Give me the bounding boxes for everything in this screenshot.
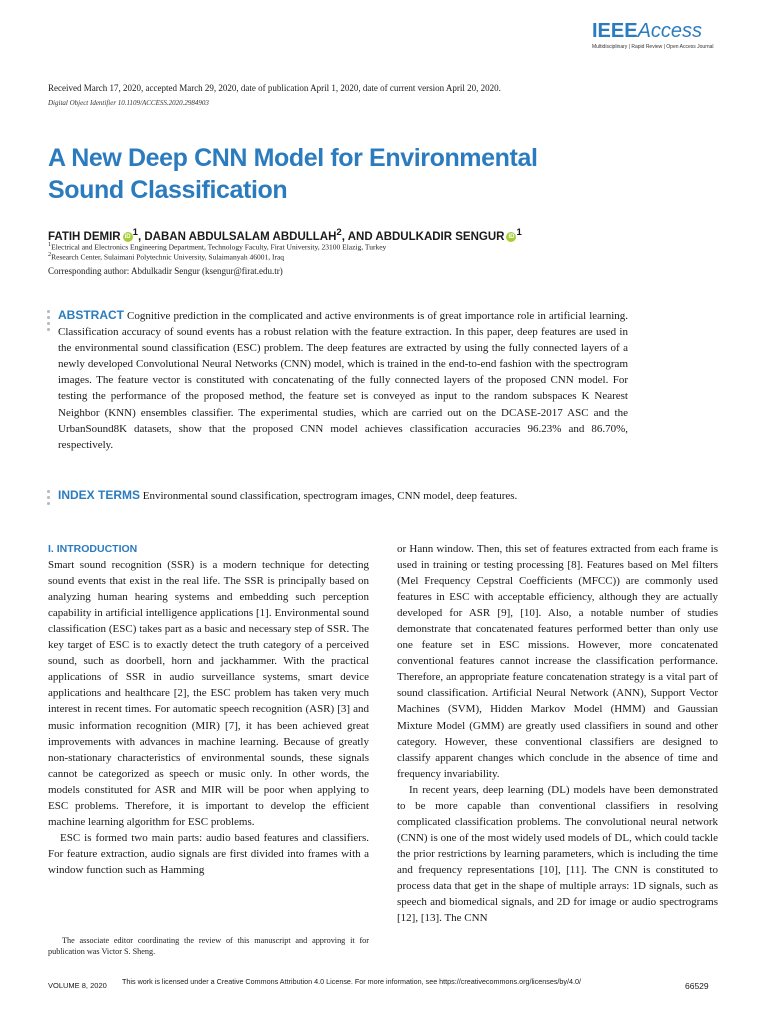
index-terms-text: Environmental sound classification, spectrogram images, CNN model, deep features. (142, 490, 518, 502)
license-notice: This work is licensed under a Creative Commons Attribution 4.0 License. For more information, see https://creativecommons.org/licenses/by/4.0/ (122, 977, 582, 986)
affiliation: $^2$Research Center, Sulaimani Polytechnic University, Sulaimanyah 46001, Iraq (48, 251, 285, 262)
affiliation-marker: 1 (132, 227, 138, 238)
affiliation-marker: 1 (516, 227, 522, 238)
abstract-text: Cognitive prediction in the complicated and active environments is of great importance role in artificial learning. Classification accuracy of sound events has a robust relation with the feature extraction. In this paper, deep features are used in the environmental sound classification (ESC) problem. The deep features are extracted by using the fully connected layers of a newly developed Convolutional Neural Networks (CNN) model, which is trained in the end-to-end fashion with the spectrogram images. The feature vector is constituted with concatenating of the fully connected layers of the proposed CNN model. For testing the performance of the proposed method, the feature set is conveyed as input to the random subspaces K Nearest Neighbor (KNN) ensembles classifier. The experimental studies, which are carried out on the DCASE-2017 ASC and the UrbanSound8K datasets, show that the proposed CNN model achieves classification accuracies 96.23% and 86.70%, respectively. (58, 310, 629, 451)
page-number: 66529 (685, 981, 709, 991)
orcid-icon[interactable]: iD (124, 233, 131, 240)
affiliation: $^1$Electrical and Electronics Engineering Department, Technology Faculty, Firat University, 23100 Elazig, Turkey (48, 241, 387, 252)
abstract-dots-icon (47, 310, 50, 334)
abstract (58, 307, 628, 453)
journal-logo-text: IEEEAccess (592, 20, 703, 42)
body-column-right (397, 541, 718, 926)
paragraph: In recent years, deep learning (DL) models have been demonstrated to be more capable than conventional classifiers in resolving complicated classification problems. The convolutional neural network (CNN) is one of the most widely used models of DL, which could tackle the prior restrictions by learning parameters, which is including the time and frequency representations [10], [11]. The CNN is constituted to process data that get in the shape of multiple arrays: 1D signals, such as speech and biomedical signals, and 2D for image or audio spectrograms [12], [13]. The CNN (397, 783, 718, 925)
paragraph: ESC is formed two main parts: audio based features and classifiers. For feature extraction, audio signals are first divided into frames with a window function such as Hamming (48, 831, 369, 876)
abstract-label: ABSTRACT (58, 308, 124, 322)
section-heading: I. INTRODUCTION (48, 543, 138, 555)
author-name: FATIH DEMIR (48, 230, 121, 243)
paper-title: A New Deep CNN Model for Environmental Sound Classification (48, 144, 538, 204)
volume-number: VOLUME 8, 2020 (48, 981, 107, 990)
body-column-left (48, 541, 369, 878)
journal-logo (592, 20, 732, 50)
author-name: , DABAN ABDULSALAM ABDULLAH (137, 230, 337, 243)
doi: Digital Object Identifier 10.1109/ACCESS.2020.2984903 (48, 99, 209, 107)
index-terms (58, 487, 638, 504)
footnote: The associate editor coordinating the review of this manuscript and approving it for publication was Victor S. Sheng. (48, 936, 369, 956)
author-name: , AND ABDULKADIR SENGUR (341, 230, 505, 243)
paragraph: or Hann window. Then, this set of features extracted from each frame is used in training or testing processing [8]. Features based on Mel filters (Mel Frequency Cepstral Coefficients (MFCC)) are commonly used features in ESC with acceptable efficiency, although they are actually developed for ASR [9], [10]. Also, a notable number of studies demonstrate that concatenated features performed better than only use one feature set in ESC missions. However, more concatenated conventional features cannot increase the classification performance. Therefore, an appropriate feature concatenation strategy is a vital part of sound classification. Artificial Neural Network (ANN), Support Vector Machines (SVM), Hidden Markov Model (HMM) and Gaussian Mixture Model (GMM) are greatly used classifiers in sound and other category. However, these conventional classifiers are designed to classify apparent changes which conclude in the absence of time and frequency invariability. (397, 543, 718, 780)
paragraph: Smart sound recognition (SSR) is a modern technique for detecting sound events that exist in the real life. The SSR is principally based on analyzing human hearing systems and embedding such perception capability in artificial intelligence applications [1]. Environmental sound classification (ESC) takes part as a basic and necessary step of SSR. The key target of ESC is to exactly detect the truth category of a perceived sound, such as doorbell, horn and jackhammer. With the practical applications of SSR in audio surveillance systems, smart device applications and healthcare [2], the ESC problem has taken very much interest in recent times. For automatic speech recognition (ASR) [3] and music information recognition (MIR) [7], it has been achieved great improvements with advances in machine learning. Because of greatly non-stationary characteristics of environmental sounds, these signals cannot be categorized as speech or music only. In other words, the models constituted for ASR and MIR will be poor when applying to ESC problems. Therefore, it is important to develop the efficient machine learning algorithm for ESC problems. (48, 559, 369, 828)
index-terms-dots-icon (47, 490, 50, 508)
received-dates: Received March 17, 2020, accepted March 29, 2020, date of publication April 1, 2020, date of current version April 20, 2020. (48, 83, 501, 93)
corresponding-author: Corresponding author: Abdulkadir Sengur (ksengur@firat.edu.tr) (48, 266, 283, 276)
orcid-icon[interactable]: iD (508, 233, 515, 240)
journal-tagline: Multidisciplinary | Rapid Review | Open Access Journal (592, 44, 714, 50)
affiliation-marker: 2 (336, 227, 342, 238)
index-terms-label: INDEX TERMS (58, 488, 141, 502)
